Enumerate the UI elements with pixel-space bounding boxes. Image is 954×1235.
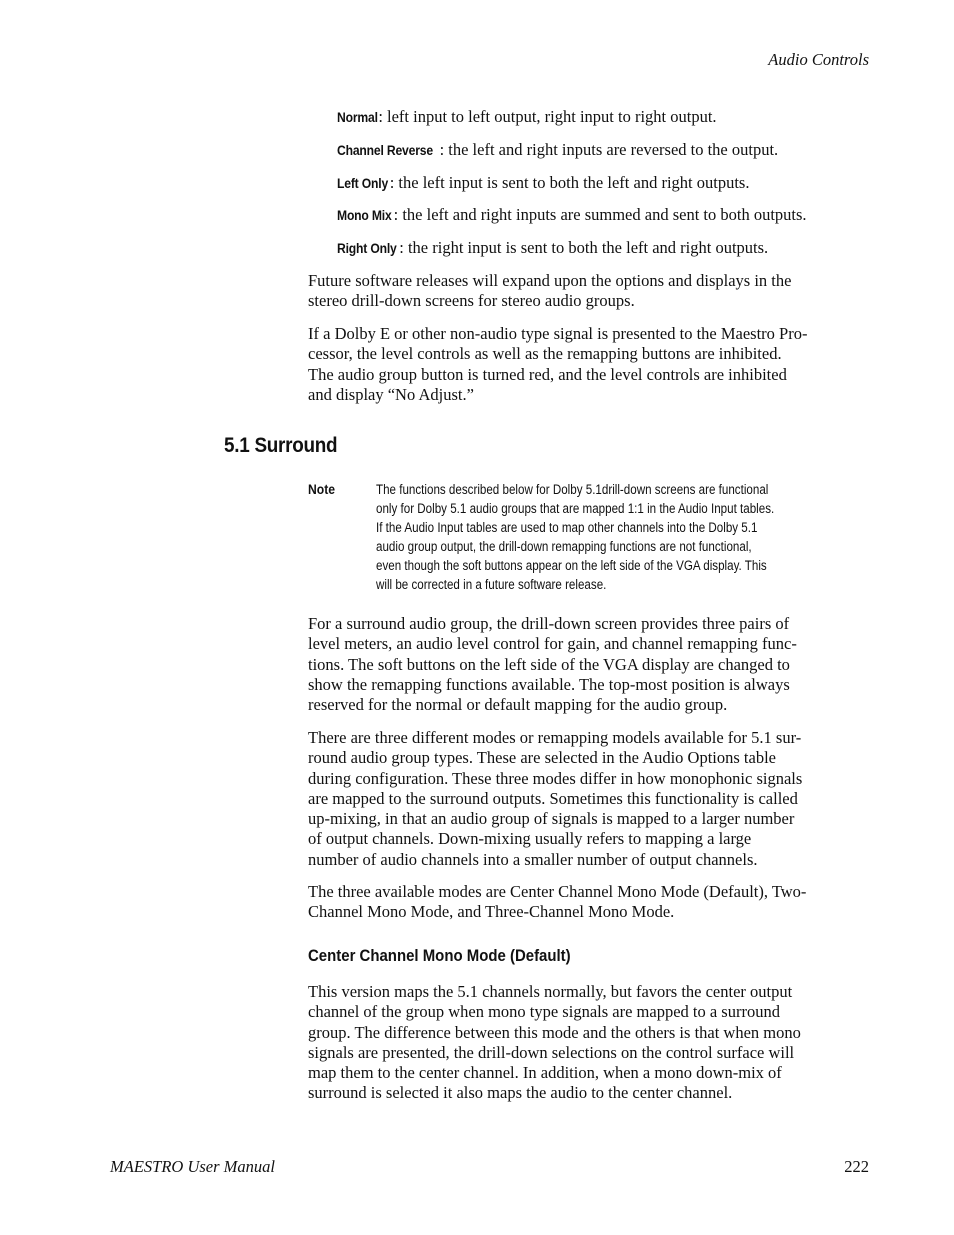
text-line: surround is selected it also maps the audio to the center channel. [308, 1083, 733, 1103]
text-line: map them to the center channel. In addition, when a mono down-mix of [308, 1063, 782, 1083]
text-line: and display “No Adjust.” [308, 384, 474, 404]
definition-channel-reverse [337, 140, 877, 161]
note-line: even though the soft buttons appear on the left side of the VGA display. This [376, 557, 767, 573]
note-line: The functions described below for Dolby 5.1drill-down screens are functional [376, 482, 769, 497]
definition-left-only [337, 173, 877, 194]
definition-text: : the left and right inputs are summed and sent to both outputs. [393, 205, 807, 224]
text-line: The three available modes are Center Channel Mono Mode (Default), Two- [308, 882, 807, 901]
text-line: group. The difference between this mode and the others is that when mono [308, 1022, 801, 1042]
text-line: number of audio channels into a smaller number of output channels. [308, 849, 758, 869]
note-line: will be corrected in a future software release. [376, 576, 607, 592]
definition-term: Left Only [337, 176, 389, 191]
note-line: only for Dolby 5.1 audio groups that are mapped 1:1 in the Audio Input tables. [376, 500, 775, 516]
paragraph-remapping-modes [308, 728, 878, 870]
paragraph-future-releases [308, 271, 878, 312]
definition-normal [337, 107, 877, 128]
text-line: round audio group types. These are selected in the Audio Options table [308, 748, 777, 768]
text-line: There are three different modes or remapping models available for 5.1 sur- [308, 728, 802, 747]
definition-mono-mix [337, 205, 877, 226]
text-line: during configuration. These three modes differ in how monophonic signals [308, 768, 803, 788]
definition-term: Mono Mix [337, 208, 392, 223]
definition-text: : left input to left output, right input to right output. [378, 107, 717, 126]
text-line: The audio group button is turned red, and the level controls are inhibited [308, 364, 787, 384]
text-line: Channel Mono Mode, and Three-Channel Mono Mode. [308, 902, 675, 922]
text-line: cessor, the level controls as well as the remapping buttons are inhibited. [308, 344, 782, 364]
definition-term: Right Only [337, 241, 397, 256]
text-line: If a Dolby E or other non-audio type signal is presented to the Maestro Pro- [308, 324, 808, 343]
paragraph-three-modes [308, 882, 878, 923]
note-body [376, 481, 823, 594]
running-header: Audio Controls [768, 50, 869, 69]
text-line: level meters, an audio level control for gain, and channel remapping func- [308, 634, 797, 654]
text-line: channel of the group when mono type signals are mapped to a surround [308, 1002, 780, 1022]
paragraph-dolby-e [308, 324, 878, 405]
text-line: This version maps the 5.1 channels normally, but favors the center output [308, 982, 793, 1001]
paragraph-center-channel [308, 982, 878, 1104]
definition-term: Normal [337, 110, 378, 125]
text-line: For a surround audio group, the drill-down screen provides three pairs of [308, 614, 790, 633]
section-heading: 5.1 Surround [224, 434, 338, 457]
text-line: up-mixing, in that an audio group of signals is mapped to a larger number [308, 809, 795, 829]
footer-manual-title: MAESTRO User Manual [110, 1157, 275, 1176]
definition-right-only [337, 238, 877, 259]
subsection-heading: Center Channel Mono Mode (Default) [308, 946, 571, 965]
definition-text: : the left input is sent to both the left and right outputs. [389, 173, 750, 192]
text-line: Future software releases will expand upon the options and displays in the [308, 271, 792, 290]
definition-text: : the left and right inputs are reversed to the output. [439, 140, 779, 159]
text-line: signals are presented, the drill-down selections on the control surface will [308, 1042, 795, 1062]
note-line: If the Audio Input tables are used to map other channels into the Dolby 5.1 [376, 519, 758, 535]
definition-term: Channel Reverse [337, 143, 433, 158]
paragraph-surround-group [308, 614, 878, 715]
text-line: show the remapping functions available. The top-most position is always [308, 674, 790, 694]
text-line: stereo drill-down screens for stereo audio groups. [308, 291, 635, 311]
text-line: of output channels. Down-mixing usually refers to mapping a large [308, 829, 752, 849]
text-line: tions. The soft buttons on the left side of the VGA display are changed to [308, 654, 790, 674]
text-line: reserved for the normal or default mapping for the audio group. [308, 695, 728, 715]
definition-text: : the right input is sent to both the left and right outputs. [399, 238, 769, 257]
note-line: audio group output, the drill-down remapping functions are not functional, [376, 538, 752, 554]
note-label: Note [308, 482, 335, 497]
text-line: are mapped to the surround outputs. Sometimes this functionality is called [308, 788, 798, 808]
footer-page-number: 222 [844, 1157, 869, 1176]
